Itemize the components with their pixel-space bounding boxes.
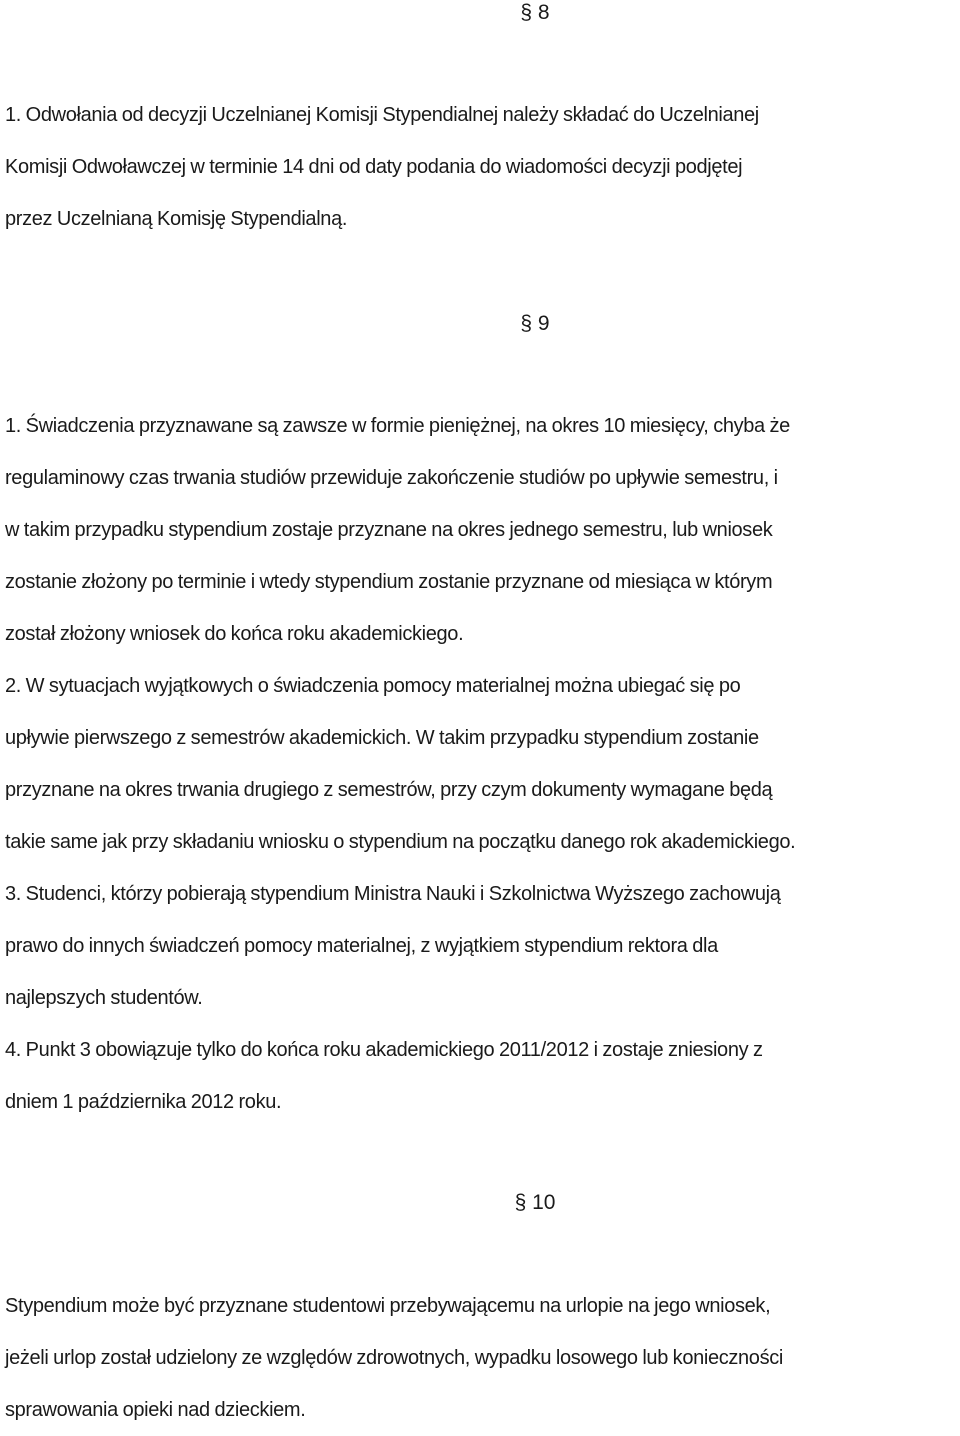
section-10-heading: § 10 (514, 1191, 556, 1214)
text-line: przyznane na okres trwania drugiego z semestrów, przy czym dokumenty wymagane będą (5, 779, 773, 801)
section-9-paragraph (5, 400, 960, 1128)
text-line: sprawowania opieki nad dzieckiem. (5, 1399, 306, 1421)
text-line: dniem 1 października 2012 roku. (5, 1091, 282, 1113)
text-line: 1. Świadczenia przyznawane są zawsze w formie pieniężnej, na okres 10 miesięcy, chyba że (5, 415, 790, 437)
text-line: 3. Studenci, którzy pobierają stypendium Ministra Nauki i Szkolnictwa Wyższego zachowują (5, 883, 781, 905)
section-9-heading: § 9 (520, 312, 550, 335)
text-line: został złożony wniosek do końca roku akademickiego. (5, 623, 464, 645)
section-10-paragraph (5, 1280, 960, 1436)
section-8-paragraph (5, 89, 960, 245)
text-line: takie same jak przy składaniu wniosku o stypendium na początku danego rok akademickiego. (5, 831, 796, 853)
text-line: upływie pierwszego z semestrów akademickich. W takim przypadku stypendium zostanie (5, 727, 759, 749)
text-line: 1. Odwołania od decyzji Uczelnianej Komisji Stypendialnej należy składać do Uczelnianej (5, 104, 759, 126)
text-line: regulaminowy czas trwania studiów przewiduje zakończenie studiów po upływie semestru, i (5, 467, 778, 489)
text-line: 2. W sytuacjach wyjątkowych o świadczenia pomocy materialnej można ubiegać się po (5, 675, 741, 697)
text-line: Komisji Odwoławczej w terminie 14 dni od daty podania do wiadomości decyzji podjętej (5, 156, 743, 178)
text-line: w takim przypadku stypendium zostaje przyznane na okres jednego semestru, lub wniosek (5, 519, 773, 541)
text-line: najlepszych studentów. (5, 987, 203, 1009)
text-line: jeżeli urlop został udzielony ze względów zdrowotnych, wypadku losowego lub konieczności (5, 1347, 783, 1369)
text-line: 4. Punkt 3 obowiązuje tylko do końca roku akademickiego 2011/2012 i zostaje zniesiony z (5, 1039, 763, 1061)
text-line: zostanie złożony po terminie i wtedy stypendium zostanie przyznane od miesiąca w którym (5, 571, 773, 593)
section-8-heading: § 8 (520, 1, 550, 24)
text-line: przez Uczelnianą Komisję Stypendialną. (5, 208, 348, 230)
text-line: prawo do innych świadczeń pomocy materialnej, z wyjątkiem stypendium rektora dla (5, 935, 718, 957)
text-line: Stypendium może być przyznane studentowi przebywającemu na urlopie na jego wniosek, (5, 1295, 771, 1317)
